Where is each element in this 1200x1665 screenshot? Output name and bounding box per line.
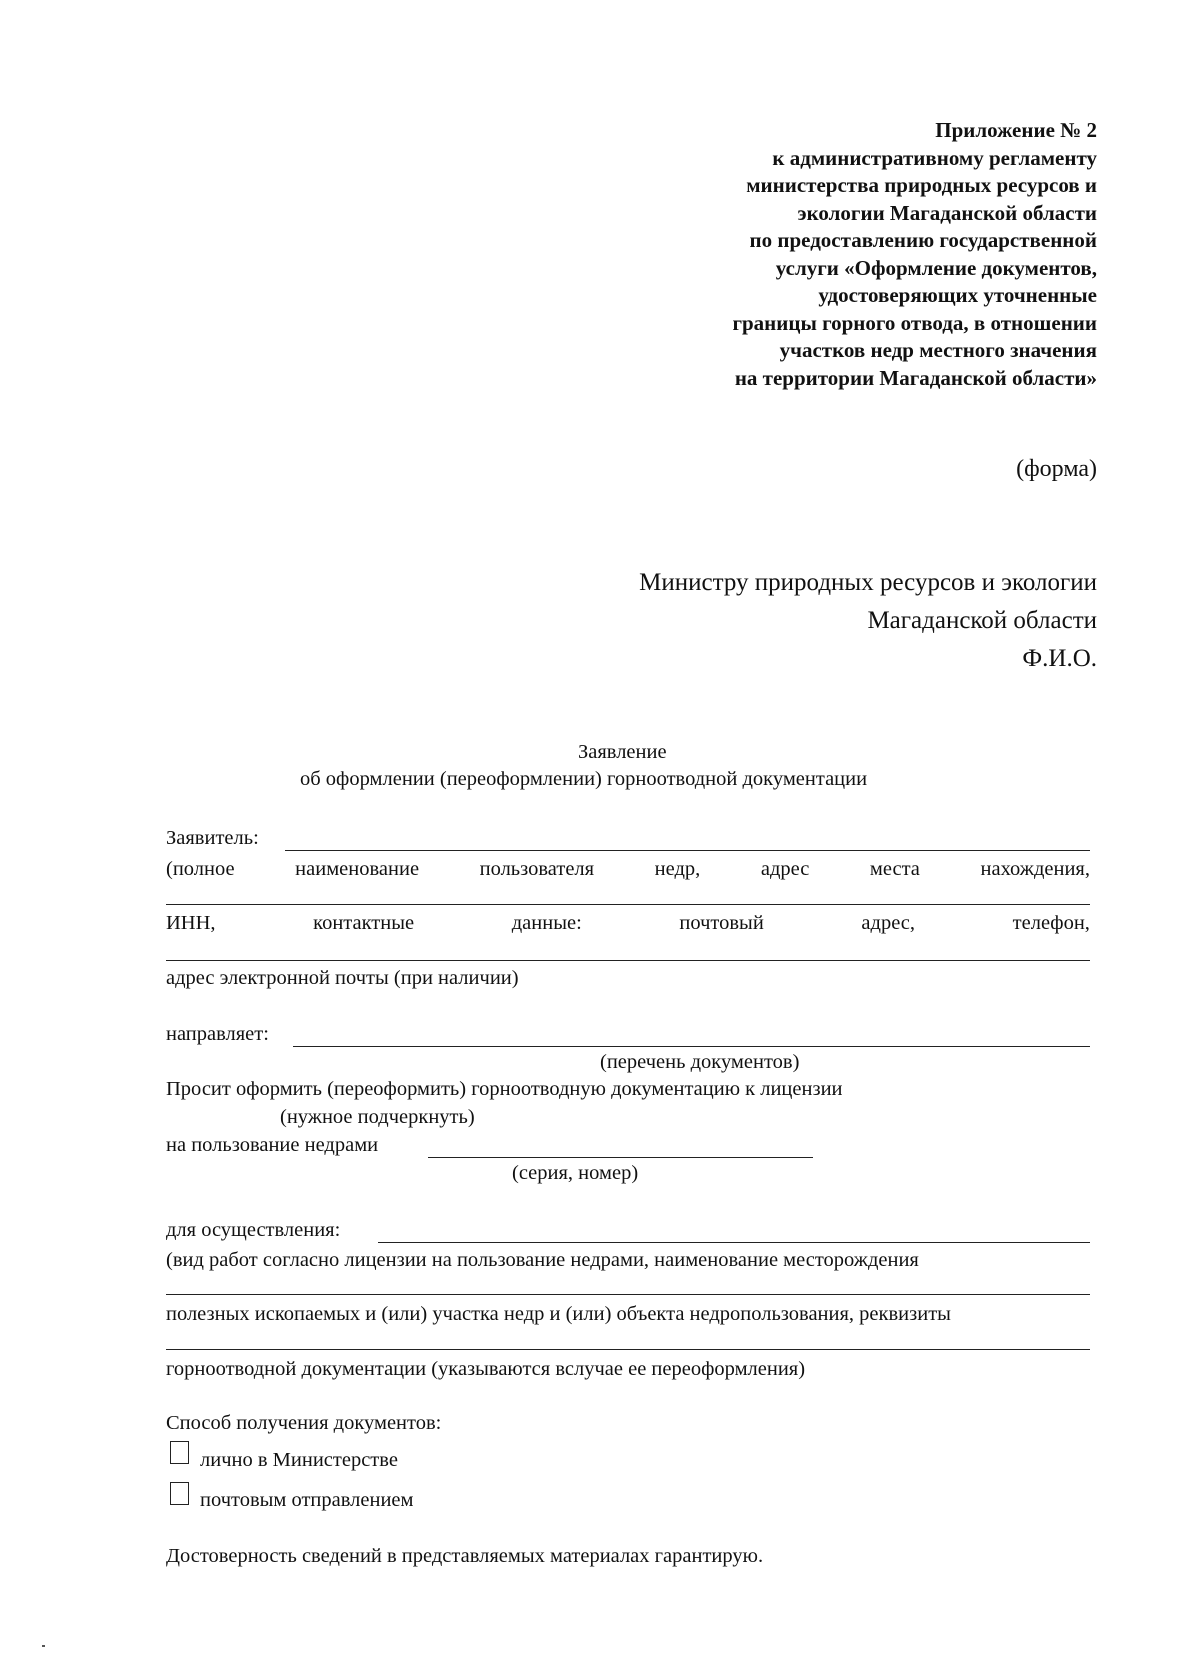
appendix-line: услуги «Оформление документов, <box>775 255 1097 280</box>
purpose-label: для осуществления: <box>166 1219 341 1241</box>
applicant-hint-row-1: (полное наименование пользователя недр, адрес места нахождения, <box>166 858 1090 880</box>
license-number-hint: (серия, номер) <box>512 1162 639 1184</box>
appendix-line: министерства природных ресурсов и <box>746 173 1097 197</box>
document-title: Заявление <box>578 741 667 763</box>
applicant-hint-row-2: ИНН, контактные данные: почтовый адрес, телефон, <box>166 912 1090 934</box>
delivery-by-mail-label: почтовым отправлением <box>200 1489 414 1511</box>
appendix-header <box>732 117 1097 392</box>
delivery-in-person-label: лично в Министерстве <box>200 1449 398 1471</box>
applicant-field-line-3[interactable] <box>166 960 1090 961</box>
request-text: Просит оформить (переоформить) горноотводную документацию к лицензии <box>166 1078 843 1100</box>
request-hint: (нужное подчеркнуть) <box>280 1106 475 1128</box>
appendix-line: участков недр местного значения <box>779 338 1097 362</box>
appendix-line: по предоставлению государственной <box>749 228 1097 252</box>
purpose-field-line[interactable] <box>378 1242 1090 1243</box>
addressee-line: Магаданской области <box>867 607 1097 634</box>
document-subtitle: об оформлении (переоформлении) горноотводной документации <box>300 768 868 790</box>
purpose-hint-line-3: горноотводной документации (указываются вслучае ее переоформления) <box>166 1358 806 1380</box>
appendix-line: к административному регламенту <box>772 145 1097 170</box>
applicant-field-line-2[interactable] <box>166 904 1090 905</box>
purpose-hint-line-1: (вид работ согласно лицензии на пользование недрами, наименование месторождения <box>166 1249 919 1271</box>
sends-label: направляет: <box>166 1023 269 1045</box>
addressee-block <box>639 564 1097 678</box>
purpose-field-line-2[interactable] <box>166 1294 1090 1295</box>
addressee-name: Ф.И.О. <box>1022 645 1097 672</box>
addressee-line: Министру природных ресурсов и экологии <box>639 569 1097 596</box>
delivery-in-person-checkbox[interactable] <box>170 1441 189 1464</box>
sends-hint: (перечень документов) <box>600 1051 800 1073</box>
guarantee-statement: Достоверность сведений в представляемых материалах гарантирую. <box>166 1545 764 1567</box>
applicant-label: Заявитель: <box>166 827 259 849</box>
delivery-label: Способ получения документов: <box>166 1412 442 1434</box>
appendix-line: границы горного отвода, в отношении <box>732 310 1097 335</box>
appendix-line: на территории Магаданской области» <box>734 365 1097 390</box>
purpose-field-line-3[interactable] <box>166 1349 1090 1350</box>
appendix-line: удостоверяющих уточненные <box>818 283 1097 307</box>
form-label: (форма) <box>1016 456 1097 482</box>
scan-speck <box>42 1645 45 1647</box>
appendix-line: экологии Магаданской области <box>797 200 1097 225</box>
purpose-hint-line-2: полезных ископаемых и (или) участка недр и (или) объекта недропользования, реквизиты <box>166 1303 951 1325</box>
sends-field-line[interactable] <box>293 1046 1090 1047</box>
delivery-by-mail-checkbox[interactable] <box>170 1482 189 1505</box>
license-number-field-line[interactable] <box>428 1157 813 1158</box>
appendix-line: Приложение № 2 <box>935 118 1097 142</box>
applicant-hint-row-3: адрес электронной почты (при наличии) <box>166 967 519 989</box>
license-label: на пользование недрами <box>166 1134 379 1156</box>
applicant-field-line[interactable] <box>285 850 1090 851</box>
